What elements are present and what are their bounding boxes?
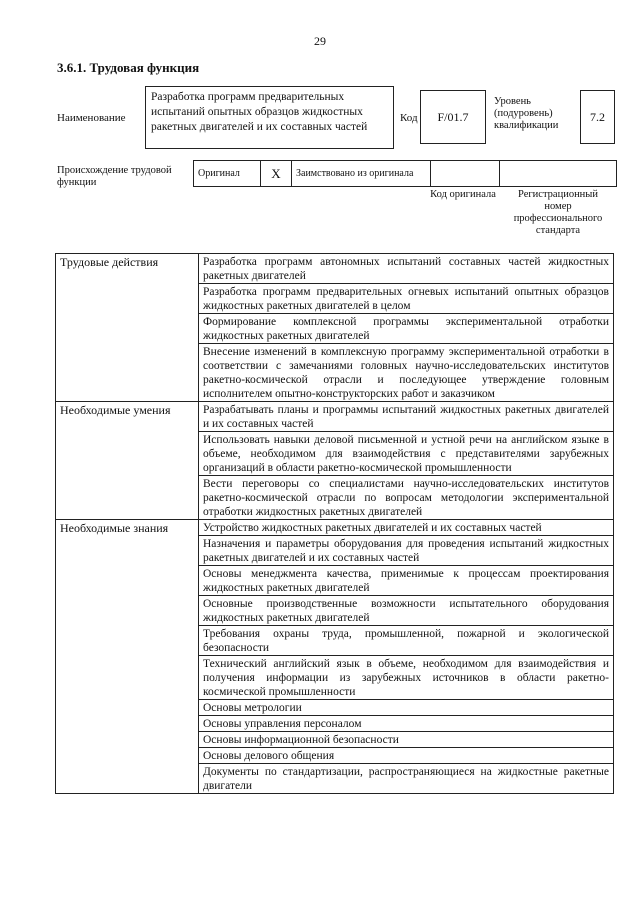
origin-label: Происхождение трудовой функции	[57, 165, 172, 188]
reg-number-cell	[500, 161, 617, 187]
level-label: Уровень (подуровень) квалификации	[494, 96, 559, 131]
list-item: Назначения и параметры оборудования для проведения испытаний жидкостных ракетных двигателей и их составных частей	[199, 536, 614, 566]
code-original-caption: Код оригинала	[430, 189, 496, 200]
list-item: Разработка программ автономных испытаний составных частей жидкостных ракетных двигателей	[199, 254, 614, 284]
section-label-actions: Трудовые действия	[56, 254, 199, 402]
list-item: Устройство жидкостных ракетных двигателей и их составных частей	[199, 520, 614, 536]
list-item: Внесение изменений в комплексную программу экспериментальной отработки в соответствии с замечаниями головных научно-исследовательских институтов ракетно-космической отрасли и последующее утверждение головным исполнителем опытно-конструкторских работ и заказчиком	[199, 344, 614, 402]
list-item: Требования охраны труда, промышленной, пожарной и экологической безопасности	[199, 626, 614, 656]
function-name: Разработка программ предварительных испытаний опытных образцов жидкостных ракетных двигателей и их составных частей	[145, 86, 394, 149]
list-item: Технический английский язык в объеме, необходимом для взаимодействия и получения информации из зарубежных источников в области ракетно-космической промышленности	[199, 656, 614, 700]
table-row	[56, 254, 614, 284]
list-item: Документы по стандартизации, распространяющиеся на жидкостные ракетные двигатели	[199, 764, 614, 794]
list-item: Основы информационной безопасности	[199, 732, 614, 748]
code-label: Код	[400, 112, 418, 124]
function-table	[55, 253, 614, 794]
section-label-skills: Необходимые умения	[56, 402, 199, 520]
section-label-knowledge: Необходимые знания	[56, 520, 199, 794]
list-item: Вести переговоры со специалистами научно-исследовательских институтов ракетно-космической отрасли по вопросам методологии экспериментальной отработки жидкостных ракетных двигателей	[199, 476, 614, 520]
list-item: Основы делового общения	[199, 748, 614, 764]
list-item: Основы управления персоналом	[199, 716, 614, 732]
level-value: 7.2	[580, 90, 615, 144]
list-item: Разработка программ предварительных огневых испытаний опытных образцов жидкостных ракетных двигателей в целом	[199, 284, 614, 314]
borrowed-label: Заимствовано из оригинала	[292, 161, 431, 187]
table-row	[56, 520, 614, 536]
list-item: Основы менеджмента качества, применимые к процессам проектирования жидкостных ракетных двигателей	[199, 566, 614, 596]
original-mark: X	[261, 161, 292, 187]
original-label: Оригинал	[194, 161, 261, 187]
list-item: Основы метрологии	[199, 700, 614, 716]
reg-number-caption: Регистрационный номер профессионального стандарта	[513, 189, 603, 236]
list-item: Формирование комплексной программы экспериментальной отработки жидкостных ракетных двигателей	[199, 314, 614, 344]
list-item: Разрабатывать планы и программы испытаний жидкостных ракетных двигателей и их составных частей	[199, 402, 614, 432]
table-row	[56, 402, 614, 432]
origin-table	[193, 160, 617, 187]
code-value: F/01.7	[420, 90, 486, 144]
section-title: 3.6.1. Трудовая функция	[57, 60, 200, 75]
list-item: Основные производственные возможности испытательного оборудования жидкостных ракетных двигателей	[199, 596, 614, 626]
list-item: Использовать навыки деловой письменной и устной речи на английском языке в объеме, необходимом для взаимодействия с представителями зарубежных организаций в области ракетно-космической промышленности	[199, 432, 614, 476]
page-number: 29	[314, 34, 326, 48]
name-label: Наименование	[57, 112, 126, 124]
code-original-cell	[431, 161, 500, 187]
